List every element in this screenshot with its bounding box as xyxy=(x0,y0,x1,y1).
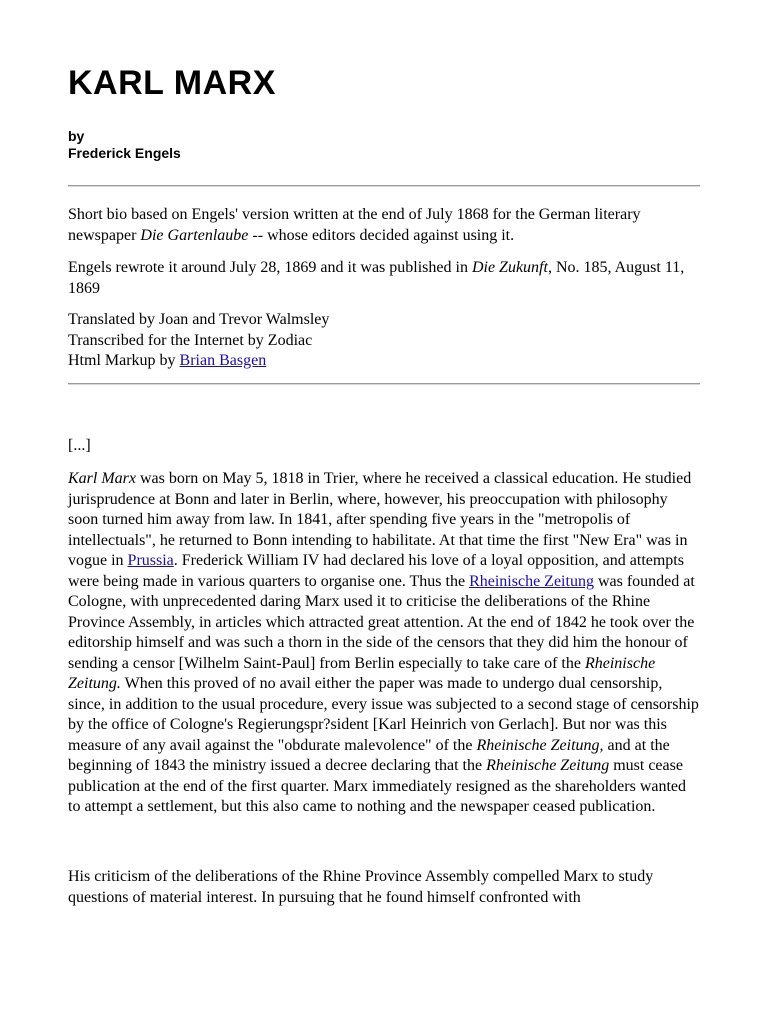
body-p1-text-5: and at the beginning of 1843 the ministry issued a decree declaring that the xyxy=(68,736,670,774)
divider-bottom xyxy=(68,383,700,385)
ellipsis-marker: [...] xyxy=(68,437,91,454)
intro-paragraph-2 xyxy=(68,258,700,299)
prussia-link[interactable]: Prussia xyxy=(127,552,174,569)
byline xyxy=(68,128,181,162)
page-title: KARL MARX xyxy=(68,64,276,102)
credit-transcribed: Transcribed for the Internet by Zodiac xyxy=(68,331,313,349)
body-p1-text-1: was born on May 5, 1818 in Trier, where he received a classical education. He studied jurisprudence at Bonn and later in Berlin, where, however, his preoccupation with philosophy soon turned him away from law. In 1841, after spending five years in the "metropolis of intellectuals", he returned to Bonn intending to habilitate. At that time the first "New Era" was in vogue in xyxy=(68,470,692,569)
brian-basgen-link[interactable]: Brian Basgen xyxy=(179,352,267,369)
divider-top xyxy=(68,185,700,187)
body-paragraph-1 xyxy=(68,469,700,818)
intro-p1-text-b: -- whose editors decided against using it. xyxy=(248,226,515,244)
credit-markup-label: Html Markup by xyxy=(68,352,180,369)
credit-translated: Translated by Joan and Trevor Walmsley xyxy=(68,311,330,328)
intro-p2-title-zukunft: Die Zukunft xyxy=(471,259,548,276)
intro-paragraph-1 xyxy=(68,205,700,246)
body-p1-em-3: Rheinische Zeitung, xyxy=(476,736,604,754)
body-p1-text-6: must cease publication at the end of the first quarter. Marx immediately resigned as the shareholders wanted to attempt a settlement, but this also came to nothing and the newspaper ceased publication. xyxy=(68,757,687,815)
intro-p2-text-b: , No. 185, August 11, 1869 xyxy=(68,259,685,297)
body-paragraph-2: His criticism of the deliberations of the Rhine Province Assembly compelled Marx to study questions of material interest. In pursuing that he found himself confronted with xyxy=(68,868,654,906)
rheinische-zeitung-link[interactable]: Rheinische Zeitung xyxy=(469,572,594,590)
intro-p1-title-gartenlaube: Die Gartenlaube xyxy=(140,226,249,244)
credits xyxy=(68,310,700,372)
intro-p2-text-a: Engels rewrote it around July 28, 1869 and it was published in xyxy=(68,259,472,276)
credit-markup xyxy=(68,351,700,372)
byline-author: Frederick Engels xyxy=(68,145,181,161)
body-p1-text-4: When this proved of no avail either the paper was made to undergo dual censorship, since, in addition to the usual procedure, every issue was subjected to a second stage of censorship by the office of Cologne's Regierungspr?sident [Karl Heinrich von Gerlach]. But nor was this measure of any avail against the "obdurate malevolence" of the xyxy=(68,675,699,754)
body-p1-text-3: was founded at Cologne, with unprecedented daring Marx used it to criticise the deliberations of the Rhine Province Assembly, in articles which attracted great attention. At the end of 1842 he took over the editorship himself and was such a thorn in the side of the censors that they did him the honour of sending a censor [Wilhelm Saint-Paul] from Berlin especially to take care of the xyxy=(68,572,695,672)
body-p1-name: Karl Marx xyxy=(68,470,136,487)
intro-p1-text-a: Short bio based on Engels' version written at the end of July 1868 for the German literary newspaper xyxy=(68,206,641,244)
byline-by: by xyxy=(68,128,85,144)
body-p1-text-2: . Frederick William IV had declared his love of a loyal opposition, and attempts were being made in various quarters to organise one. Thus the xyxy=(68,552,684,590)
body-p1-em-4: Rheinische Zeitung xyxy=(486,757,610,774)
body-p1-em-2: Rheinische Zeitung. xyxy=(68,654,656,692)
